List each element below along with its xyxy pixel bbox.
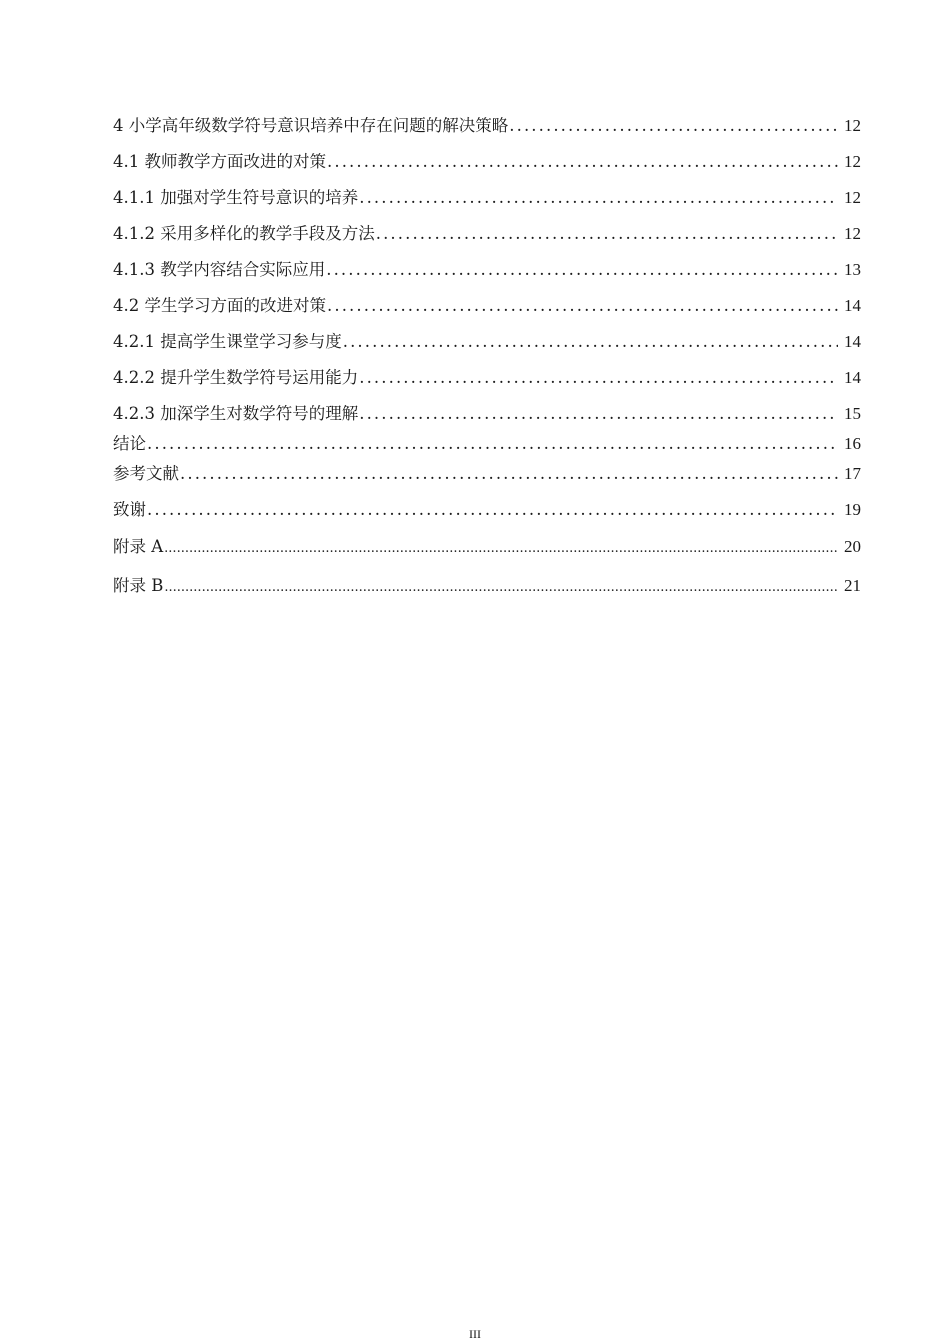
page-number: III [469, 1327, 481, 1341]
toc-entry-title: 4.1.1 加强对学生符号意识的培养 [113, 188, 359, 207]
toc-entry[interactable] [113, 574, 861, 600]
toc-entry-title: 4.2 学生学习方面的改进对策 [113, 296, 326, 315]
dot-leader [147, 498, 838, 522]
toc-entry-page: 13 [844, 260, 861, 279]
dot-leader [343, 330, 838, 354]
toc-entry[interactable] [113, 222, 861, 246]
toc-entry-page: 20 [844, 537, 861, 556]
dot-leader [359, 402, 838, 426]
toc-entry[interactable] [113, 186, 861, 210]
dot-leader [327, 150, 838, 174]
toc-entry-title: 4.2.2 提升学生数学符号运用能力 [113, 368, 359, 387]
toc-entry[interactable] [113, 366, 861, 390]
toc-entry-page: 19 [844, 500, 861, 519]
toc-entry-title: 结论 [113, 434, 146, 453]
dot-leader [359, 366, 838, 390]
toc-entry[interactable] [113, 150, 861, 174]
dot-leader [376, 222, 838, 246]
dot-leader [147, 432, 838, 456]
toc-entry-page: 12 [844, 152, 861, 171]
toc-entry-title: 4.2.1 提高学生课堂学习参与度 [113, 332, 342, 351]
toc-entry[interactable] [113, 535, 861, 561]
toc-entry-page: 14 [844, 332, 861, 351]
toc-entry-page: 12 [844, 224, 861, 243]
toc-entry-title: 附录 A [113, 537, 164, 556]
toc-entry-title: 4.2.3 加深学生对数学符号的理解 [113, 404, 359, 423]
toc-entry-page: 12 [844, 188, 861, 207]
toc-entry-page: 17 [844, 464, 861, 483]
toc-entry[interactable] [113, 402, 861, 426]
dot-leader [164, 537, 838, 561]
toc-entry[interactable] [113, 462, 861, 486]
dot-leader [326, 258, 838, 282]
dot-leader [180, 462, 838, 486]
toc-entry-page: 21 [844, 576, 861, 595]
toc-entry-title: 致谢 [113, 500, 146, 519]
toc-entry-title: 4 小学高年级数学符号意识培养中存在问题的解决策略 [113, 116, 509, 135]
toc-entry[interactable] [113, 114, 861, 138]
toc-entry[interactable] [113, 330, 861, 354]
toc-entry-page: 16 [844, 434, 861, 453]
toc-entry-title: 参考文献 [113, 464, 179, 483]
dot-leader [327, 294, 838, 318]
dot-leader [509, 114, 838, 138]
toc-entry[interactable] [113, 294, 861, 318]
dot-leader [359, 186, 838, 210]
toc-entry-page: 14 [844, 296, 861, 315]
toc-entry[interactable] [113, 258, 861, 282]
toc-entry-page: 15 [844, 404, 861, 423]
toc-entry[interactable] [113, 498, 861, 522]
toc-entry-title: 4.1 教师教学方面改进的对策 [113, 152, 326, 171]
toc-entry-page: 14 [844, 368, 861, 387]
toc-entry-title: 4.1.3 教学内容结合实际应用 [113, 260, 326, 279]
toc-entry-title: 4.1.2 采用多样化的教学手段及方法 [113, 224, 375, 243]
toc-entry[interactable] [113, 432, 861, 456]
toc-entry-title: 附录 B [113, 576, 164, 595]
table-of-contents [113, 114, 861, 600]
toc-entry-page: 12 [844, 116, 861, 135]
dot-leader [164, 576, 838, 600]
